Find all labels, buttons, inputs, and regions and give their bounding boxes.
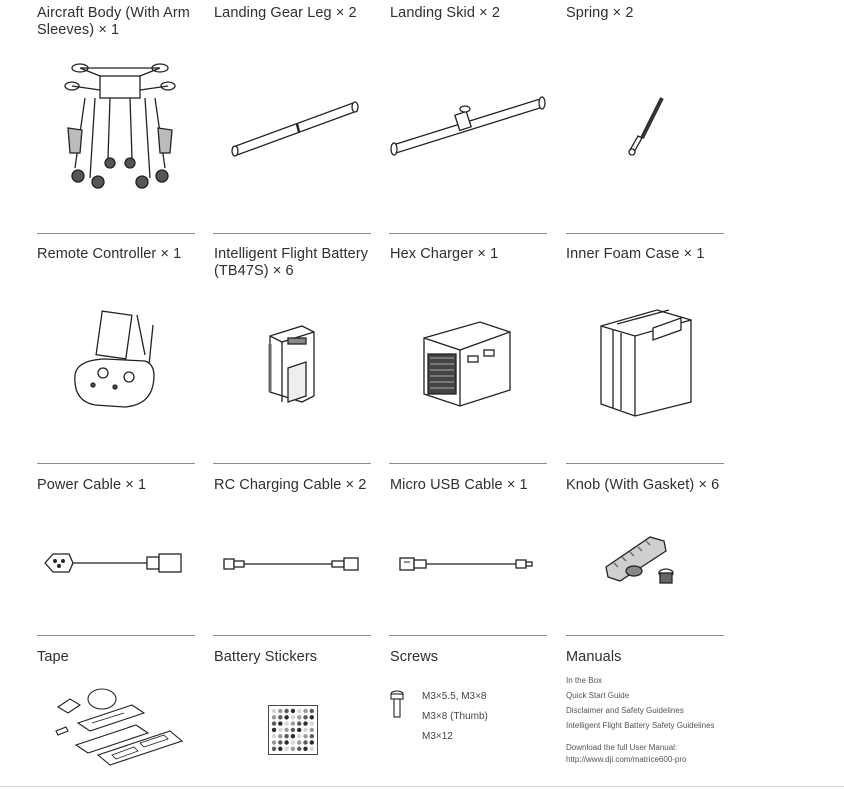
sticker-dot (310, 728, 314, 732)
manual-download-link[interactable]: http://www.dji.com/matrice600-pro (566, 755, 687, 764)
sticker-dot (291, 715, 295, 719)
manual-doc: In the Box (566, 676, 603, 685)
sticker-dot (297, 721, 301, 725)
item-hex-charger (390, 246, 550, 263)
item-title: Screws (390, 649, 439, 665)
sticker-dot (284, 715, 288, 719)
screw-spec-list (422, 687, 488, 747)
manual-doc: Intelligent Flight Battery Safety Guidelines (566, 721, 715, 730)
item-rc-charging-cable (214, 477, 374, 494)
item-micro-usb-cable (390, 477, 550, 494)
sticker-dot (272, 728, 276, 732)
divider (566, 233, 724, 234)
aircraft-body-icon (60, 58, 180, 198)
screw-spec: M3×8 (Thumb) (422, 711, 488, 722)
sticker-dot (310, 721, 314, 725)
sticker-dot (303, 709, 307, 713)
sticker-dot (303, 721, 307, 725)
item-landing-skid (390, 5, 550, 22)
sticker-dot (284, 709, 288, 713)
item-screws (390, 649, 550, 666)
divider (37, 635, 195, 636)
hex-charger-icon (420, 316, 515, 408)
divider (389, 233, 547, 234)
item-battery (214, 246, 374, 280)
rc-charging-cable-icon (222, 554, 367, 574)
sticker-dot (284, 734, 288, 738)
sticker-dot (297, 709, 301, 713)
sticker-dot (272, 709, 276, 713)
sticker-dot (272, 721, 276, 725)
sticker-dot (303, 734, 307, 738)
sticker-dot (291, 728, 295, 732)
manual-doc: Quick Start Guide (566, 691, 630, 700)
screw-spec: M3×5.5, M3×8 (422, 691, 487, 702)
sticker-dot (291, 709, 295, 713)
item-title: Hex Charger × 1 (390, 246, 499, 262)
remote-controller-icon (65, 305, 165, 415)
item-title: Battery Stickers (214, 649, 318, 665)
sticker-dot (278, 740, 282, 744)
sticker-dot (278, 715, 282, 719)
item-landing-gear-leg (214, 5, 374, 22)
sticker-dot (310, 747, 314, 751)
sticker-dot (291, 734, 295, 738)
divider (213, 635, 371, 636)
item-spring (566, 5, 726, 22)
item-title: Power Cable × 1 (37, 477, 147, 493)
battery-stickers-icon (268, 705, 318, 755)
sticker-dot (297, 740, 301, 744)
sticker-dot (297, 747, 301, 751)
screw-spec: M3×12 (422, 731, 453, 742)
item-manuals (566, 649, 726, 666)
divider (389, 635, 547, 636)
knob-icon (600, 527, 680, 592)
item-title: Intelligent Flight Battery (TB47S) × 6 (214, 246, 369, 279)
item-title: Tape (37, 649, 69, 665)
divider (566, 635, 724, 636)
landing-skid-icon (385, 93, 550, 158)
sticker-dot (310, 709, 314, 713)
sticker-dot (284, 721, 288, 725)
sticker-dot (303, 747, 307, 751)
divider (389, 463, 547, 464)
sticker-dot (310, 734, 314, 738)
sticker-dot (278, 728, 282, 732)
sticker-dot (297, 734, 301, 738)
sticker-dot (278, 734, 282, 738)
divider (566, 463, 724, 464)
item-battery-stickers (214, 649, 374, 666)
item-title: Micro USB Cable × 1 (390, 477, 528, 493)
landing-gear-leg-icon (225, 95, 365, 160)
item-tape (37, 649, 197, 666)
item-aircraft-body (37, 5, 197, 39)
item-title: Remote Controller × 1 (37, 246, 182, 262)
battery-icon (262, 318, 322, 408)
sticker-dot (272, 747, 276, 751)
manual-doc: Disclaimer and Safety Guidelines (566, 706, 684, 715)
item-title: Knob (With Gasket) × 6 (566, 477, 720, 493)
sticker-dot (297, 728, 301, 732)
screw-icon (390, 690, 404, 720)
power-cable-icon (43, 548, 188, 578)
sticker-dot (272, 740, 276, 744)
micro-usb-cable-icon (398, 554, 543, 574)
item-title: Manuals (566, 649, 622, 665)
sticker-dot (291, 721, 295, 725)
sticker-dot (297, 715, 301, 719)
sticker-dot (291, 747, 295, 751)
sticker-dot (303, 715, 307, 719)
item-remote-controller (37, 246, 197, 263)
divider (37, 463, 195, 464)
sticker-dot (278, 747, 282, 751)
sticker-dot (291, 740, 295, 744)
item-title: Aircraft Body (With Arm Sleeves) × 1 (37, 5, 190, 38)
sticker-dot (278, 721, 282, 725)
item-knob (566, 477, 726, 494)
divider (213, 233, 371, 234)
item-title: Spring × 2 (566, 5, 634, 21)
tape-icon (52, 685, 187, 770)
item-title: Inner Foam Case × 1 (566, 246, 705, 262)
sticker-dot (278, 709, 282, 713)
sticker-dot (303, 740, 307, 744)
sticker-dot (310, 740, 314, 744)
sticker-dot (272, 715, 276, 719)
item-title: RC Charging Cable × 2 (214, 477, 367, 493)
sticker-dot (272, 734, 276, 738)
manuals-list (566, 673, 715, 733)
item-foam-case (566, 246, 726, 263)
divider (213, 463, 371, 464)
sticker-dot (284, 728, 288, 732)
item-title: Landing Gear Leg × 2 (214, 5, 357, 21)
sticker-dot (303, 728, 307, 732)
sticker-dot (284, 747, 288, 751)
page-bottom-divider (0, 786, 844, 787)
sticker-dot (284, 740, 288, 744)
item-power-cable (37, 477, 197, 494)
sticker-dot (310, 715, 314, 719)
divider (37, 233, 195, 234)
foam-case-icon (597, 306, 697, 418)
manual-download-label: Download the full User Manual: (566, 743, 678, 752)
item-title: Landing Skid × 2 (390, 5, 501, 21)
spring-icon (620, 92, 670, 162)
